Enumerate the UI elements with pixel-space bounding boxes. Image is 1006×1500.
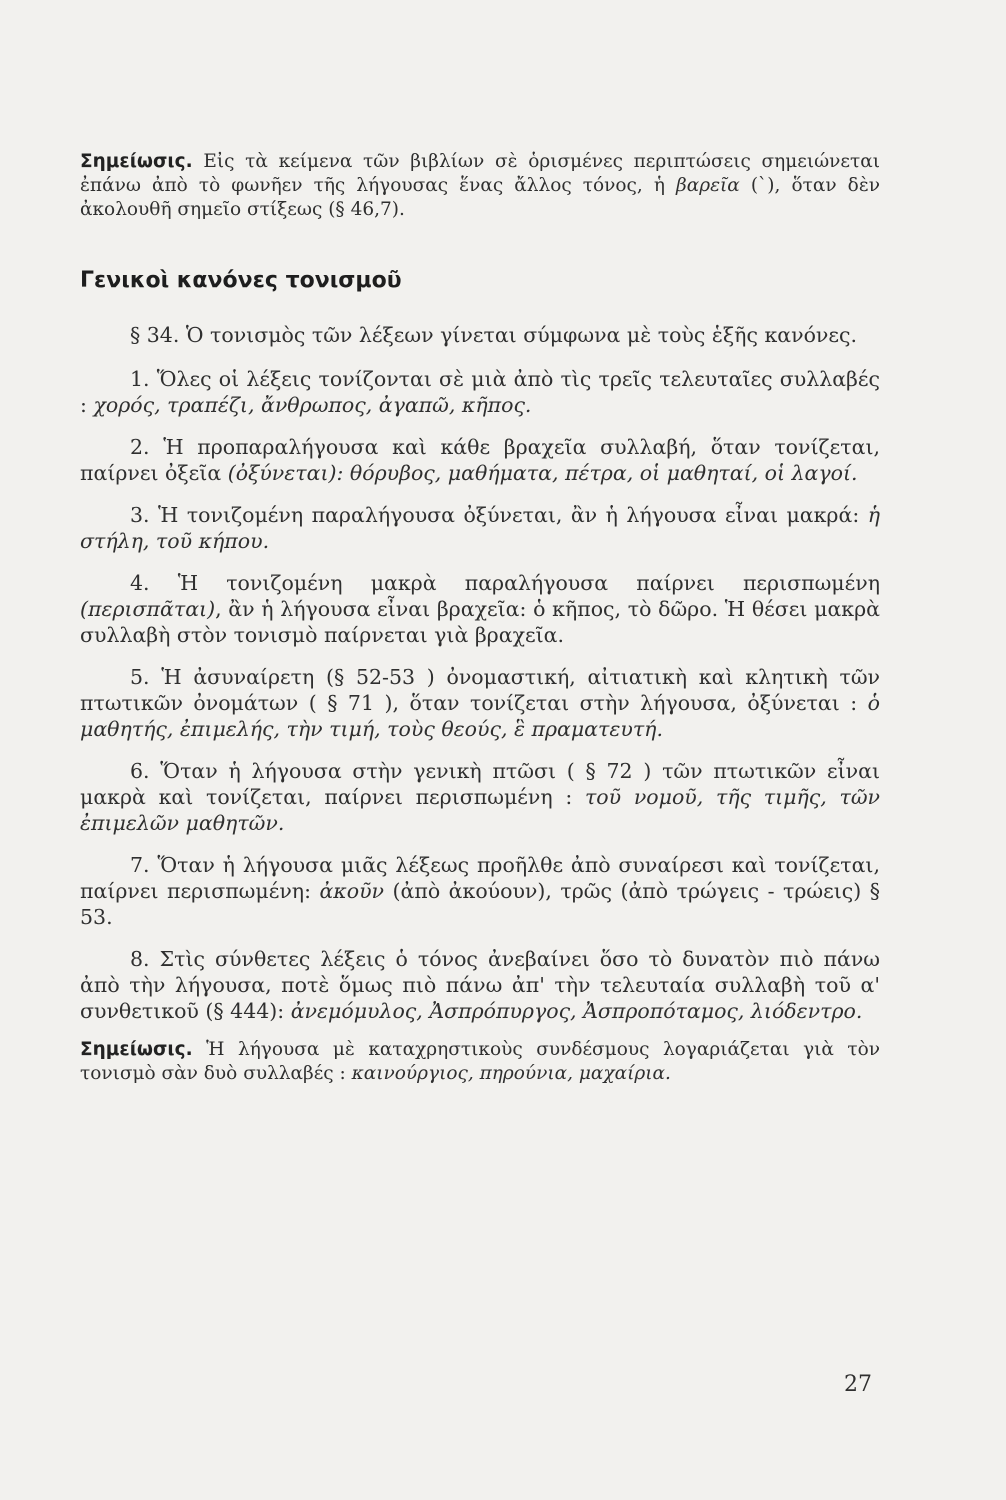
intro-paragraph: § 34. Ὁ τονισμὸς τῶν λέξεων γίνεται σύμφωνα μὲ τοὺς ἑξῆς κανόνες. xyxy=(130,323,857,347)
rule-example: τοῦ νομοῦ, τῆς τιμῆς, τῶν ἐπιμελῶν μαθητῶν. xyxy=(80,785,881,835)
rule-example: ἀκοῦν xyxy=(319,879,385,903)
rule-text: 8. Στὶς σύνθετες λέξεις ὁ τόνος ἀνεβαίνει ὅσο τὸ δυνατὸν πιὸ πάνω ἀπὸ τὴν λήγουσα, ποτὲ ὅμως πιὸ πάνω ἀπ' τὴν τελευταία συλλαβὴ τοῦ α' συνθετικοῦ (§ 444): xyxy=(80,947,880,1023)
rule-example: ἀνεμόμυλος, Ἀσπρόπυργος, Ἀσπροπόταμος, λιόδεντρο. xyxy=(290,999,863,1023)
rule-example: ἡ στήλη, τοῦ κήπου. xyxy=(80,503,880,553)
note-em: καινούργιος, πηρούνια, μαχαίρια. xyxy=(351,1063,671,1084)
rule-text: 7. Ὅταν ἡ λήγουσα μιᾶς λέξεως προῆλθε ἀπὸ συναίρεσι καὶ τονίζεται, παίρνει περισπωμένη: xyxy=(80,853,880,903)
rule-example: (ὀξύνεται): θόρυβος, μαθήματα, πέτρα, οἱ μαθηταί, οἱ λαγοί. xyxy=(227,461,858,485)
note-top xyxy=(80,150,880,222)
rule-tail: , ἂν ἡ λήγουσα εἶναι βραχεῖα: ὁ κῆπος, τὸ δῶρο. Ἡ θέσει μακρὰ συλλαβὴ στὸν τονισμὸ παίρνεται γιὰ βραχεῖα. xyxy=(80,597,880,647)
rule-text: 2. Ἡ προπαραλήγουσα καὶ κάθε βραχεῖα συλλαβή, ὅταν τονίζεται, παίρνει ὀξεῖα xyxy=(80,435,880,485)
rule-example: ὁ μαθητής, ἐπιμελής, τὴν τιμή, τοὺς θεούς, ἓ πραματευτή. xyxy=(80,691,880,741)
note-label: Σημείωσις. xyxy=(80,1039,193,1060)
rule-7 xyxy=(80,852,880,930)
rule-2 xyxy=(80,434,880,486)
note-label: Σημείωσις. xyxy=(80,151,193,172)
rule-text: 1. Ὅλες οἱ λέξεις τονίζονται σὲ μιὰ ἀπὸ τὶς τρεῖς τελευταῖες συλλαβές : xyxy=(80,367,880,417)
rule-6 xyxy=(80,758,880,836)
rule-5 xyxy=(80,664,880,742)
note-text: Εἰς τὰ κείμενα τῶν βιβλίων σὲ ὁρισμένες περιπτώσεις σημειώνεται ἐπάνω ἀπὸ τὸ φωνῆεν τῆς λήγουσας ἕνας ἄλλος τόνος, ἡ xyxy=(80,151,880,196)
rule-4 xyxy=(80,570,880,648)
rules-body xyxy=(80,322,880,1086)
rule-text: 5. Ἡ ἀσυναίρετη (§ 52-53 ) ὀνομαστική, αἰτιατικὴ καὶ κλητικὴ τῶν πτωτικῶν ὀνομάτων ( § 71 ), ὅταν τονίζεται στὴν λήγουσα, ὀξύνεται : xyxy=(80,665,880,715)
page-number: 27 xyxy=(844,1372,872,1397)
rule-3 xyxy=(80,502,880,554)
section-heading: Γενικοὶ κανόνες τονισμοῦ xyxy=(80,268,402,293)
note-em: βαρεῖα xyxy=(676,175,740,196)
note-text: Ἡ λήγουσα μὲ καταχρηστικοὺς συνδέσμους λογαριάζεται γιὰ τὸν τονισμὸ σὰν δυὸ συλλαβές : xyxy=(80,1039,880,1084)
rule-text: 3. Ἡ τονιζομένη παραλήγουσα ὀξύνεται, ἂν ἡ λήγουσα εἶναι μακρά: xyxy=(130,503,868,527)
rule-1 xyxy=(80,366,880,418)
rule-text: 6. Ὅταν ἡ λήγουσα στὴν γενικὴ πτῶσι ( § 72 ) τῶν πτωτικῶν εἶναι μακρὰ καὶ τονίζεται, παίρνει περισπωμένη : xyxy=(80,759,880,809)
rule-text: 4. Ἡ τονιζομένη μακρὰ παραλήγουσα παίρνει περισπωμένη xyxy=(130,571,880,595)
note-tail: (`), ὅταν δὲν ἀκολουθῆ σημεῖο στίξεως (§ 46,7). xyxy=(80,175,880,220)
note-bottom xyxy=(80,1038,880,1086)
rule-8 xyxy=(80,946,880,1024)
rule-tail: (ἀπὸ ἀκούουν), τρῶς (ἀπὸ τρώγεις - τρώεις) § 53. xyxy=(80,879,880,929)
rule-example: (περισπᾶται) xyxy=(80,597,216,621)
rule-example: χορός, τραπέζι, ἄνθρωπος, ἀγαπῶ, κῆπος. xyxy=(93,393,532,417)
